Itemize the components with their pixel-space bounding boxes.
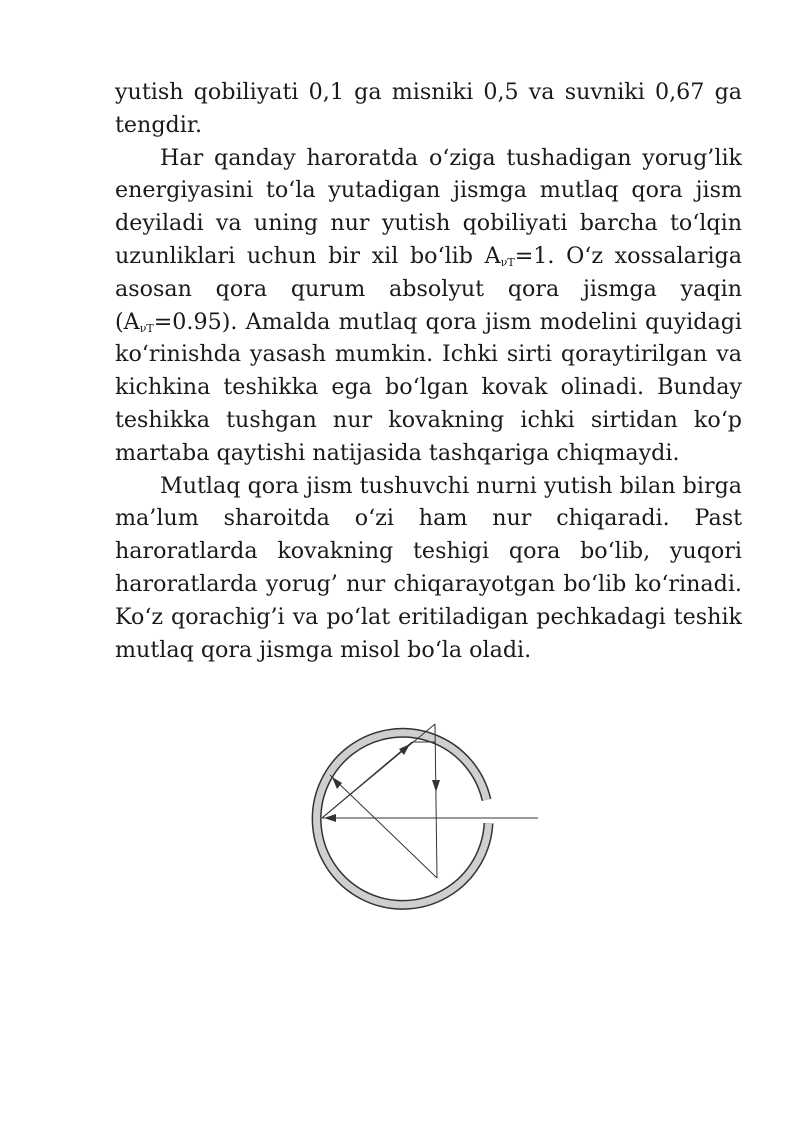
arrow-head-icon: [332, 777, 342, 789]
paragraph-3: Mutlaq qora jism tushuvchi nurni yutish bilan birga ma’lum sharoitda o‘zi ham nur chiqaradi. Past haroratlarda kovakning teshigi qora bo‘lib, yuqori haroratlarda yorug’ nur chiqarayotgan bo‘lib ko‘rinadi. Ko‘z qorachig’i va po‘lat eritiladigan pechkadagi teshik mutlaq qora jismga misol bo‘la oladi.: [115, 472, 742, 663]
paragraph-2-part-a: Har qanday haroratda o‘ziga tushadigan yorug’lik energiyasini to‘la yutadigan jismga mutlaq qora jism deyiladi va uning nur yutish qobiliyati barcha to‘lqin uzunliklari uchun bir xil bo‘lib A: [115, 144, 742, 269]
arrow-head-icon: [432, 780, 440, 792]
subscript-nu-t: νT: [139, 321, 154, 335]
reflected-ray-3: [435, 724, 437, 878]
body-text: [115, 76, 742, 666]
paragraph-2-part-b: =1. O‘z xossalariga asosan qora qurum absolyut qora jismga yaqin (A: [115, 242, 742, 335]
reflected-ray-4: [330, 775, 437, 878]
paragraph-1: yutish qobiliyati 0,1 ga misniki 0,5 va suvniki 0,67 ga tengdir.: [115, 79, 742, 138]
black-body-cavity-figure: [300, 700, 560, 910]
cavity-shell-inner-fill: [317, 733, 489, 905]
paragraph-2: [115, 142, 742, 470]
subscript-nu-t: νT: [500, 255, 515, 269]
paragraph-2-part-c: =0.95). Amalda mutlaq qora jism modelini quyidagi ko‘rinishda yasash mumkin. Ichki sirti qoraytirilgan va kichkina teshikka ega bo‘lgan kovak olinadi. Bunday teshikka tushgan nur kovakning ichki sirtidan ko‘p martaba qaytishi natijasida tashqariga chiqmaydi.: [115, 308, 742, 466]
